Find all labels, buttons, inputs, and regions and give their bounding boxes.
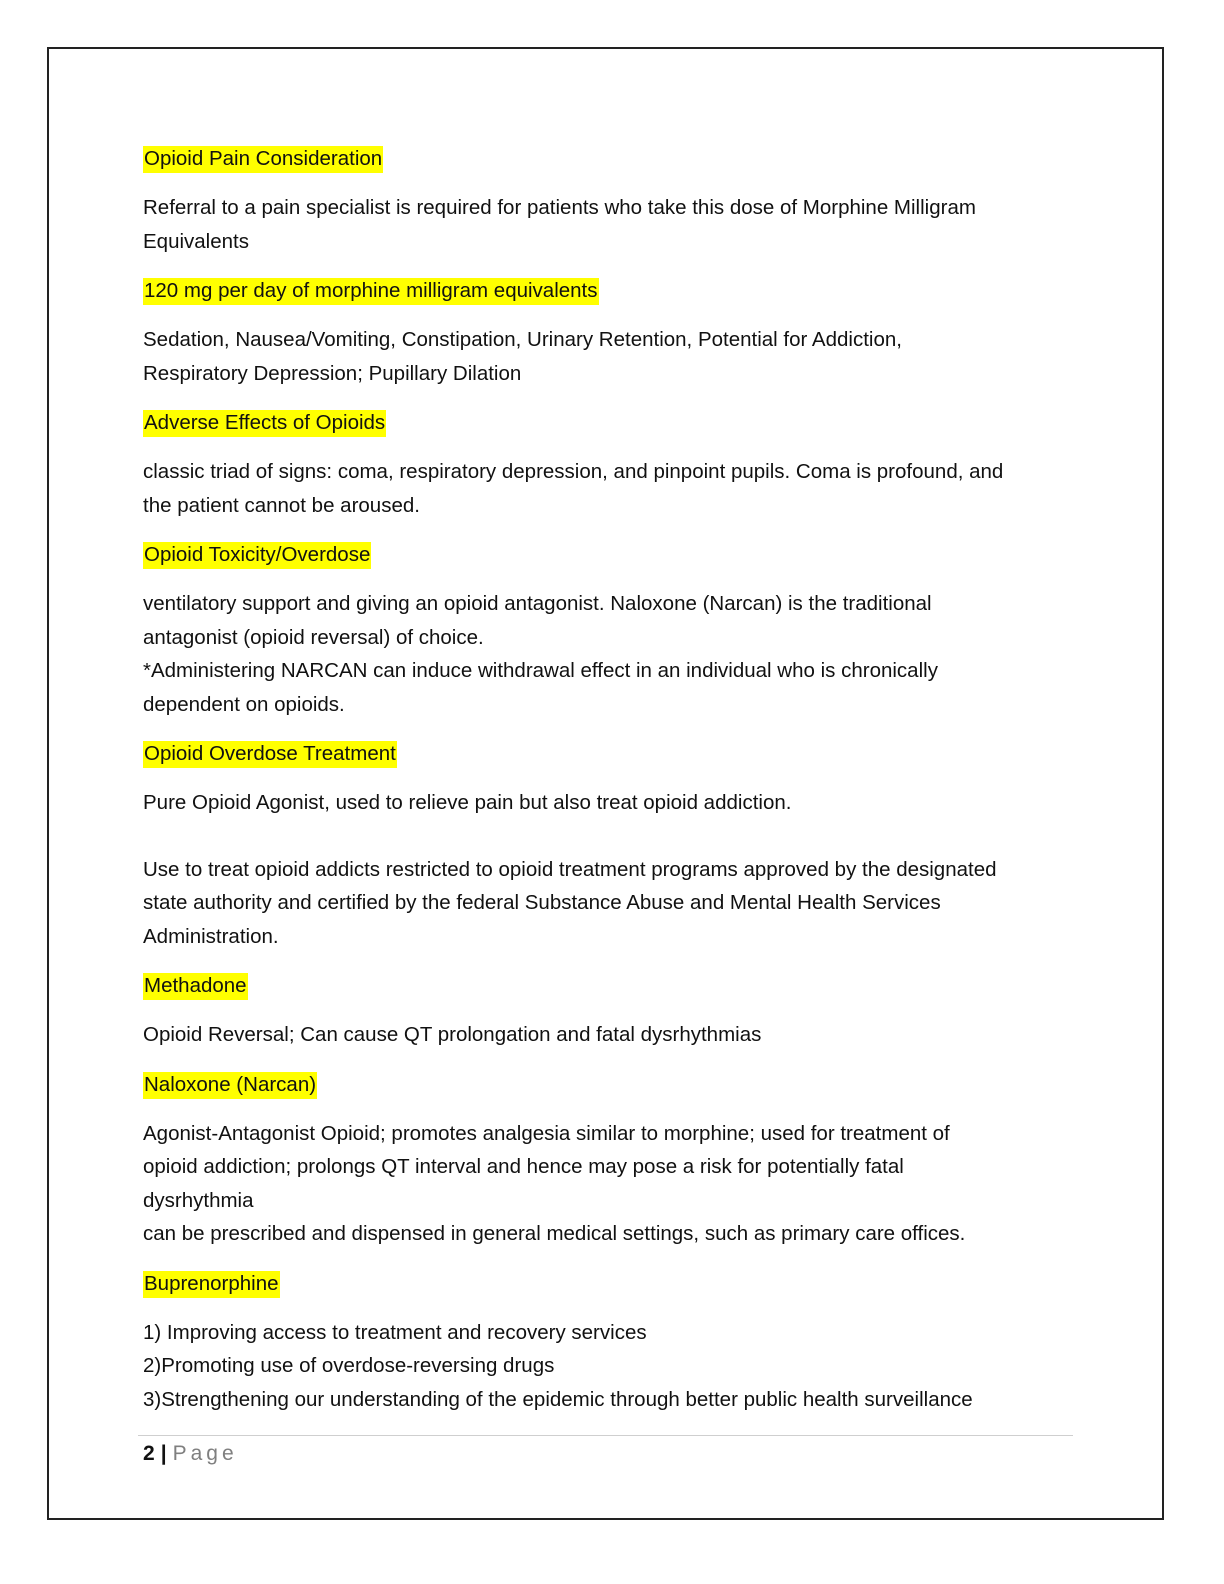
term-heading: [143, 538, 1078, 571]
highlighted-term: Methadone: [143, 973, 248, 1000]
term-heading: [143, 406, 1078, 439]
definition-text: ventilatory support and giving an opioid antagonist. Naloxone (Narcan) is the traditional antagonist (opioid reversal) of choice. *Administering NARCAN can induce withdrawal effect in an individual who is chronically dependent on opioids.: [143, 592, 938, 716]
term-heading: [143, 1267, 1078, 1300]
definition-text: classic triad of signs: coma, respiratory depression, and pinpoint pupils. Coma is profound, and the patient cannot be aroused.: [143, 460, 1004, 517]
highlighted-term: Opioid Overdose Treatment: [143, 741, 397, 768]
highlighted-term: Buprenorphine: [143, 1271, 280, 1298]
definition-text: Pure Opioid Agonist, used to relieve pain but also treat opioid addiction.: [143, 791, 792, 814]
page-number: 2: [143, 1442, 155, 1465]
page-footer: [143, 1439, 238, 1469]
term-heading: [143, 737, 1078, 770]
definition-text: Referral to a pain specialist is required for patients who take this dose of Morphine Milligram Equivalents: [143, 196, 976, 253]
highlighted-term: Adverse Effects of Opioids: [143, 410, 386, 437]
definition-text: Sedation, Nausea/Vomiting, Constipation, Urinary Retention, Potential for Addiction, Respiratory Depression; Pupillary Dilation: [143, 328, 902, 385]
term-heading: [143, 1068, 1078, 1101]
footer-separator: |: [160, 1442, 167, 1465]
highlighted-term: Opioid Pain Consideration: [143, 146, 383, 173]
term-heading: [143, 969, 1078, 1002]
term-heading: [143, 142, 1078, 175]
page-label: Page: [172, 1442, 238, 1465]
definition-text: Use to treat opioid addicts restricted to opioid treatment programs approved by the designated state authority and certified by the federal Substance Abuse and Mental Health Services Administration.: [143, 857, 997, 948]
highlighted-term: Opioid Toxicity/Overdose: [143, 542, 371, 569]
document-body: [143, 142, 1078, 1432]
term-heading: [143, 274, 1078, 307]
definition-text: Agonist-Antagonist Opioid; promotes analgesia similar to morphine; used for treatment of opioid addiction; prolongs QT interval and hence may pose a risk for potentially fatal dysrhythmia can be prescribed and dispensed in general medical settings, such as primary care offices.: [143, 1121, 966, 1245]
highlighted-term: Naloxone (Narcan): [143, 1072, 317, 1099]
definition-text: Opioid Reversal; Can cause QT prolongation and fatal dysrhythmias: [143, 1023, 762, 1046]
footer-divider: [138, 1435, 1073, 1436]
highlighted-term: 120 mg per day of morphine milligram equivalents: [143, 278, 599, 305]
definition-text: 1) Improving access to treatment and recovery services 2)Promoting use of overdose-reversing drugs 3)Strengthening our understanding of the epidemic through better public health surveillance: [143, 1320, 973, 1411]
